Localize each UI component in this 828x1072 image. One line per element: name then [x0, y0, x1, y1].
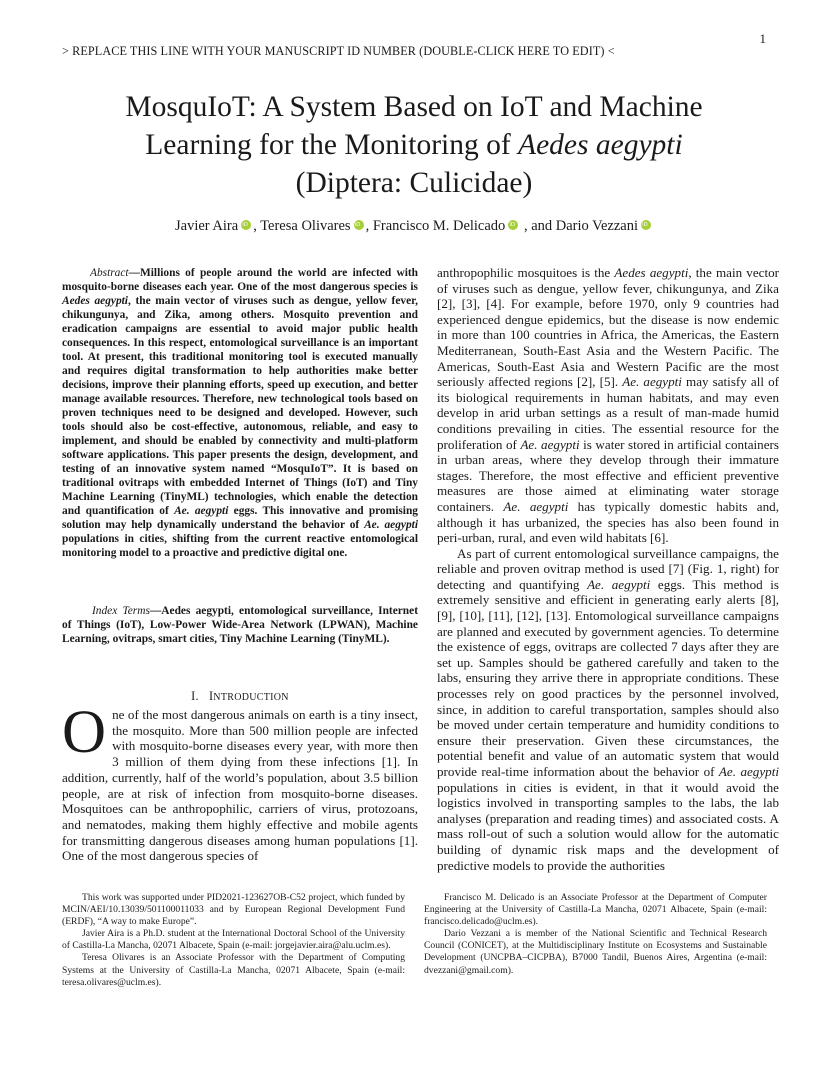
title-line-3: (Diptera: Culicidae) — [295, 167, 533, 199]
index-terms-text: Aedes aegypti, entomological surveillance, Internet of Things (IoT), Low-Power Wide-Area Network (LPWAN), Machine Learning, ovitraps, smart cities, Tiny Machine Learning (TinyML). — [62, 605, 418, 645]
title-line-2 — [40, 126, 788, 164]
abstract-text: Millions of people around the world are infected with mosquito-borne diseases each year. One of the most dangerous species is — [62, 267, 418, 293]
body-text: eggs. This method is extremely sensitive and efficient in generating early alerts [8], [9], [10], [11], [12], [13]. Entomological surveillance campaigns are planned and executed by government agencies. To determine the existence of eggs, ovitraps are collected 7 days after they are set up. Samples should be gathered carefully and taken to the labs, ensuring they arrive there in appropriate conditions. These processes rely on good practices by the personnel involved, since, in addition to careful transportation, samples should also be moved under certain temperature and humidity conditions to ensure their preservation. Given these circumstances, the potential benefit and value of an automatic system that would provide real-time information about the behavior of — [437, 576, 779, 779]
right-column — [437, 265, 779, 873]
abstract-text: populations in cities, shifting from the current reactive entomological monitoring model to a proactive and predictive digital one. — [62, 533, 418, 559]
author-list — [40, 218, 788, 235]
species-italic: Ae. aegypti — [622, 374, 682, 390]
introduction-paragraph — [62, 699, 418, 864]
drop-cap: O — [62, 699, 107, 766]
body-text: may satisfy all of its biological requirements in human habitats, and may even develop in arid urban settings as a result of man-made humid conditions prevailing in cities. The essential resource for the proliferation of — [437, 374, 779, 452]
author-name: Javier Aira — [174, 218, 239, 234]
author-name: Teresa Olivares — [260, 218, 351, 234]
page-number: 1 — [759, 31, 766, 46]
footnote-author: Javier Aira is a Ph.D. student at the International Doctoral School of the University of Castilla-La Mancha, 02071 Albacete, Spain (e-mail: jorgejavier.aira@alu.uclm.es). — [62, 928, 405, 952]
index-terms-label: Index Terms — [92, 605, 150, 617]
abstract-text: , the main vector of viruses such as dengue, yellow fever, chikungunya, and Zika, among others. Mosquito prevention and eradication campaigns are essential to avoid major public health consequences. In this respect, entomological surveillance is an important tool. At present, this traditional monitoring tool is executed manually and requires digital transformation to help authorities make better decisions, improve their planning efforts, speed up execution, and better manage available resources. Therefore, new technological tools based on proven techniques need to be designed and developed. However, such tools should also be cost-effective, autonomous, reliable, and easy to implement, and should be enabled by connectivity and multi-platform software applications. This paper presents the design, development, and testing of an innovative system named “MosquIoT”. It is based on traditional ovitraps with embedded Internet of Things (IoT) and Tiny Machine Learning (TinyML) technologies, which enable the detection and quantification of — [62, 295, 418, 517]
orcid-icon[interactable] — [354, 220, 364, 230]
orcid-icon[interactable] — [241, 220, 251, 230]
species-italic: Aedes aegypti — [614, 265, 689, 280]
abstract-dash: — — [128, 267, 140, 279]
section-number: I. — [191, 689, 199, 703]
species-italic: Ae. aegypti — [503, 498, 569, 514]
author-name: Dario Vezzani — [555, 218, 639, 234]
author-sep: , — [253, 218, 261, 234]
author-sep: , and — [520, 218, 556, 234]
paper-title — [40, 88, 788, 202]
orcid-icon[interactable] — [641, 220, 651, 230]
footnotes-right — [424, 892, 767, 977]
intro-text: ne of the most dangerous animals on earth is a tiny insect, the mosquito. More than 500 million people are infected with mosquito-borne diseases every year, with more then 3 million of them dying from these infections [1]. In addition, currently, half of the world’s population, about 3.5 billion people, are at risk of infection from mosquito-borne diseases. Mosquitoes can be anthropophilic, carriers of virus, protozoans, and nematodes, making them highly effective and mobile agents for transmitting dangerous diseases among human populations [1]. One of the most dangerous species of — [62, 707, 418, 864]
title-line-2-text: Learning for the Monitoring of — [145, 129, 519, 161]
species-italic: Ae. aegypti — [587, 576, 651, 592]
body-text: anthropophilic mosquitoes is the — [437, 265, 615, 280]
abstract-italic: Ae. aegypti — [174, 505, 229, 517]
manuscript-header: > REPLACE THIS LINE WITH YOUR MANUSCRIPT ID NUMBER (DOUBLE-CLICK HERE TO EDIT) < — [62, 44, 615, 58]
species-italic: Ae. aegypti — [718, 764, 779, 779]
section-title-rest: NTRODUCTION — [213, 692, 289, 703]
title-species: Aedes aegypti — [518, 129, 683, 161]
right-paragraph-1 — [437, 265, 779, 546]
footnote-author: Teresa Olivares is an Associate Professor with the Department of Computing Systems at the University of Castilla-La Mancha, 02071 Albacete, Spain (e-mail: teresa.olivares@uclm.es). — [62, 952, 405, 988]
author-name: Francisco M. Delicado — [372, 218, 506, 234]
abstract-italic: Aedes aegypti — [62, 295, 128, 307]
abstract-label: Abstract — [90, 267, 129, 279]
title-line-1: MosquIoT: A System Based on IoT and Machine — [125, 91, 703, 123]
body-text: As part of current entomological surveillance campaigns, the reliable and proven ovitrap method is used [7] (Fig. 1, right) for detecting and quantifying — [437, 545, 779, 592]
species-italic: Ae. aegypti — [520, 436, 580, 452]
footnotes-left — [62, 892, 405, 989]
abstract-text: eggs. This innovative and promising solution may help dynamically understand the behavior of — [62, 505, 418, 531]
body-text: is water stored in artificial containers in urban areas, where they develop through their immature stages. Therefore, the most effective and efficient preventive measures are those aimed at eliminating water storage containers. — [437, 436, 779, 514]
index-terms-dash: — — [149, 605, 162, 617]
body-text: , the main vector of viruses such as dengue, yellow fever, chikungunya, and Zika [2], [3], [4]. For example, before 1970, only 9 countries had experienced dengue epidemics, but the disease is now endemic in more than 100 countries in Africa, the Americas, the Eastern Mediterranean, South-East Asia and the Western Pacific. The Americas, South-East Asia and Western Pacific are the most seriously affected regions [2], [5]. — [437, 265, 780, 390]
right-paragraph-2 — [437, 546, 779, 873]
footnote-author: Dario Vezzani a is member of the National Scientific and Technical Research Council (CONICET), at the Multidisciplinary Institute on Ecosystems and Sustainable Development (UNCPBA–CICPBA), B7000 Tandil, Buenos Aires, Argentina (e-mail: dvezzani@gmail.com). — [424, 928, 767, 976]
body-text: populations in cities is evident, in that it would avoid the logistics involved in transporting samples to the labs, the lab analyses (preparation and reading times) and associated costs. A mass roll-out of such a solution would allow for the automatic building of dynamic risk maps and the development of predictive models to provide the authorities — [437, 779, 779, 873]
footnote-funding: This work was supported under PID2021-123627OB-C52 project, which funded by MCIN/AEI/10.13039/501100011033 and by European Regional Development Fund (ERDF), “A way to make Europe”. — [62, 892, 405, 928]
index-terms — [62, 604, 418, 646]
section-heading — [62, 689, 418, 704]
body-text: has typically domestic habits and, although it has urbanized, the species has also been found in peri-urban, rural, and even wild habitats [6]. — [437, 498, 779, 546]
footnote-author: Francisco M. Delicado is an Associate Professor at the Department of Computer Engineering at the University of Castilla-La Mancha, 02071 Albacete, Spain (e-mail: francisco.delicado@uclm.es). — [424, 892, 767, 928]
abstract — [62, 266, 418, 560]
orcid-icon[interactable] — [508, 220, 518, 230]
abstract-italic: Ae. aegypti — [364, 519, 418, 531]
section-title-cap: I — [208, 689, 214, 703]
author-sep: , — [365, 218, 373, 234]
